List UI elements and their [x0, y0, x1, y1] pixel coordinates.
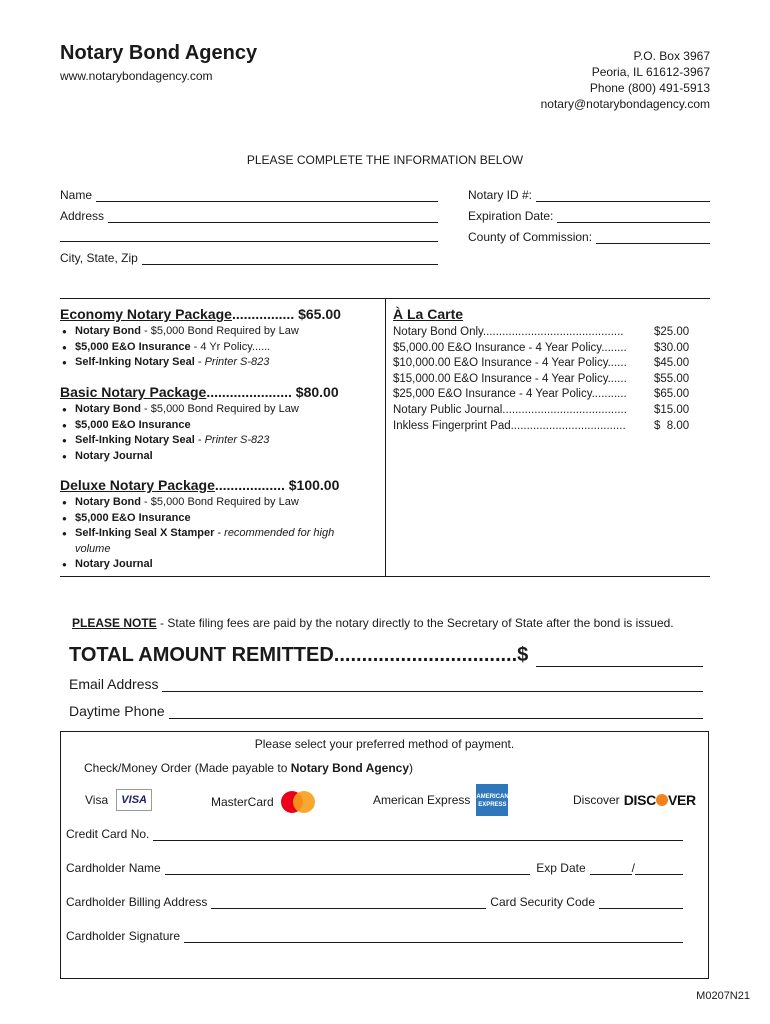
county-field[interactable] [468, 230, 710, 244]
economy-items [60, 324, 365, 371]
notary-id-field[interactable] [468, 188, 710, 202]
address-line-2[interactable] [60, 230, 438, 242]
list-item[interactable]: $15,000.00 E&O Insurance - 4 Year Policy...... $55.00 [393, 372, 690, 385]
email-field[interactable] [69, 676, 703, 692]
list-item[interactable]: Notary Public Journal....................................... $15.00 [393, 403, 690, 416]
name-label: Name [60, 188, 93, 202]
please-note: PLEASE NOTE - State filing fees are paid by the notary directly to the Secretary of State after the bond is issued. [72, 616, 674, 630]
package-price: $80.00 [295, 384, 339, 400]
address-line-1[interactable] [108, 211, 438, 223]
package-name: Basic Notary Package [60, 384, 207, 400]
amex-label: American Express [373, 793, 471, 807]
city-state-zip-label: City, State, Zip [60, 251, 138, 265]
package-price: $65.00 [298, 306, 341, 322]
list-item: ● $5,000 E&O Insurance [60, 418, 365, 434]
billing-address-line[interactable] [211, 897, 486, 909]
signature-label: Cardholder Signature [66, 929, 181, 943]
security-code-label: Card Security Code [490, 895, 595, 909]
notary-id-line[interactable] [536, 190, 710, 202]
address-field[interactable] [60, 209, 438, 223]
address-line: Peoria, IL 61612-3967 [591, 65, 710, 79]
county-line[interactable] [596, 232, 710, 244]
address-field-2[interactable] [60, 230, 438, 242]
phone-line: Phone (800) 491-5913 [589, 81, 710, 95]
discover-icon: DISC VER [623, 792, 696, 808]
billing-address-field[interactable] [66, 895, 683, 909]
visa-icon: VISA [116, 789, 152, 811]
section-bottom-rule [60, 576, 710, 577]
name-line[interactable] [96, 190, 438, 202]
card-number-field[interactable] [66, 827, 683, 841]
cardholder-name-line[interactable] [165, 863, 531, 875]
list-item: ● Notary Bond - $5,000 Bond Required by Law [60, 402, 365, 418]
exp-year-line[interactable] [635, 863, 683, 875]
list-item: ● Notary Journal [60, 449, 365, 465]
list-item[interactable]: Inkless Fingerprint Pad.................................... $ 8.00 [393, 419, 690, 432]
leader-dots: .................. [214, 477, 285, 493]
total-label: TOTAL AMOUNT REMITTED.................................$ [69, 644, 529, 666]
exp-separator: / [631, 861, 635, 875]
mastercard-label: MasterCard [211, 795, 274, 809]
payment-box [60, 731, 709, 979]
list-item: ● $5,000 E&O Insurance [60, 511, 365, 527]
total-amount-line[interactable] [536, 649, 703, 667]
section-divider [385, 298, 386, 576]
list-item[interactable]: $25,000 E&O Insurance - 4 Year Policy........... $65.00 [393, 388, 690, 401]
basic-package [60, 384, 365, 464]
mastercard-option[interactable] [211, 789, 317, 815]
basic-items [60, 402, 365, 464]
amex-option[interactable] [373, 784, 508, 816]
notary-id-label: Notary ID #: [468, 188, 533, 202]
list-item: ● Notary Bond - $5,000 Bond Required by Law [60, 324, 365, 340]
mastercard-icon [279, 789, 317, 815]
city-state-zip-line[interactable] [142, 253, 438, 265]
phone-line[interactable] [169, 707, 703, 719]
list-item: ● Notary Journal [60, 557, 365, 573]
leader-dots: ................ [231, 306, 295, 322]
agency-website: www.notarybondagency.com [60, 69, 213, 83]
exp-date-label: Exp Date [536, 861, 586, 875]
deluxe-package [60, 477, 365, 573]
amex-icon: AMERICAN EXPRESS [476, 784, 508, 816]
package-name: Economy Notary Package [60, 306, 232, 322]
city-state-zip-field[interactable] [60, 251, 438, 265]
card-number-label: Credit Card No. [66, 827, 150, 841]
name-field[interactable] [60, 188, 438, 202]
deluxe-package-title[interactable] [60, 477, 365, 493]
signature-field[interactable] [66, 929, 683, 943]
a-la-carte [393, 306, 694, 434]
list-item: ● $5,000 E&O Insurance - 4 Yr Policy...... [60, 340, 365, 356]
visa-label: Visa [85, 793, 109, 807]
a-la-carte-list [393, 325, 694, 434]
email-label: Email Address [69, 676, 159, 692]
list-item: ● Self-Inking Seal X Stamper - recommended for high volume [60, 526, 355, 557]
list-item[interactable]: Notary Bond Only............................................ $25.00 [393, 326, 690, 338]
list-item: ● Self-Inking Notary Seal - Printer S-823 [60, 355, 365, 371]
discover-label: Discover [573, 793, 620, 807]
expiration-date-label: Expiration Date: [468, 209, 554, 223]
a-la-carte-title: À La Carte [393, 306, 464, 322]
county-label: County of Commission: [468, 230, 593, 244]
package-price: $100.00 [288, 477, 340, 493]
address-label: Address [60, 209, 105, 223]
expiration-date-field[interactable] [468, 209, 710, 223]
security-code-line[interactable] [599, 897, 683, 909]
form-code: M0207N21 [696, 990, 750, 1002]
cardholder-name-field[interactable] [66, 861, 683, 875]
check-option[interactable]: Check/Money Order (Made payable to Notary Bond Agency) [84, 761, 414, 775]
list-item: ● Self-Inking Notary Seal - Printer S-823 [60, 433, 365, 449]
list-item: ● Notary Bond - $5,000 Bond Required by Law [60, 495, 365, 511]
cardholder-name-label: Cardholder Name [66, 861, 161, 875]
email-line[interactable] [162, 680, 703, 692]
discover-option[interactable] [573, 792, 696, 808]
package-name: Deluxe Notary Package [60, 477, 215, 493]
economy-package-title[interactable] [60, 306, 365, 322]
billing-address-label: Cardholder Billing Address [66, 895, 208, 909]
payment-prompt: Please select your preferred method of payment. [254, 737, 515, 751]
list-item[interactable]: $5,000.00 E&O Insurance - 4 Year Policy........ $30.00 [393, 341, 690, 354]
exp-month-line[interactable] [590, 863, 632, 875]
phone-field[interactable] [69, 703, 703, 719]
agency-title: Notary Bond Agency [60, 42, 258, 64]
leader-dots: ...................... [206, 384, 292, 400]
expiration-date-line[interactable] [557, 211, 710, 223]
basic-package-title[interactable] [60, 384, 365, 400]
visa-option[interactable] [85, 789, 152, 811]
economy-package [60, 306, 365, 371]
phone-label: Daytime Phone [69, 703, 165, 719]
instructions: PLEASE COMPLETE THE INFORMATION BELOW [246, 153, 524, 167]
agency-address [541, 48, 710, 112]
email-line: notary@notarybondagency.com [540, 97, 710, 111]
signature-line[interactable] [184, 931, 683, 943]
card-number-line[interactable] [153, 829, 683, 841]
deluxe-items [60, 495, 365, 573]
total-remitted[interactable] [69, 644, 703, 667]
list-item[interactable]: $10,000.00 E&O Insurance - 4 Year Policy...... $45.00 [393, 357, 690, 370]
address-line: P.O. Box 3967 [633, 49, 710, 63]
